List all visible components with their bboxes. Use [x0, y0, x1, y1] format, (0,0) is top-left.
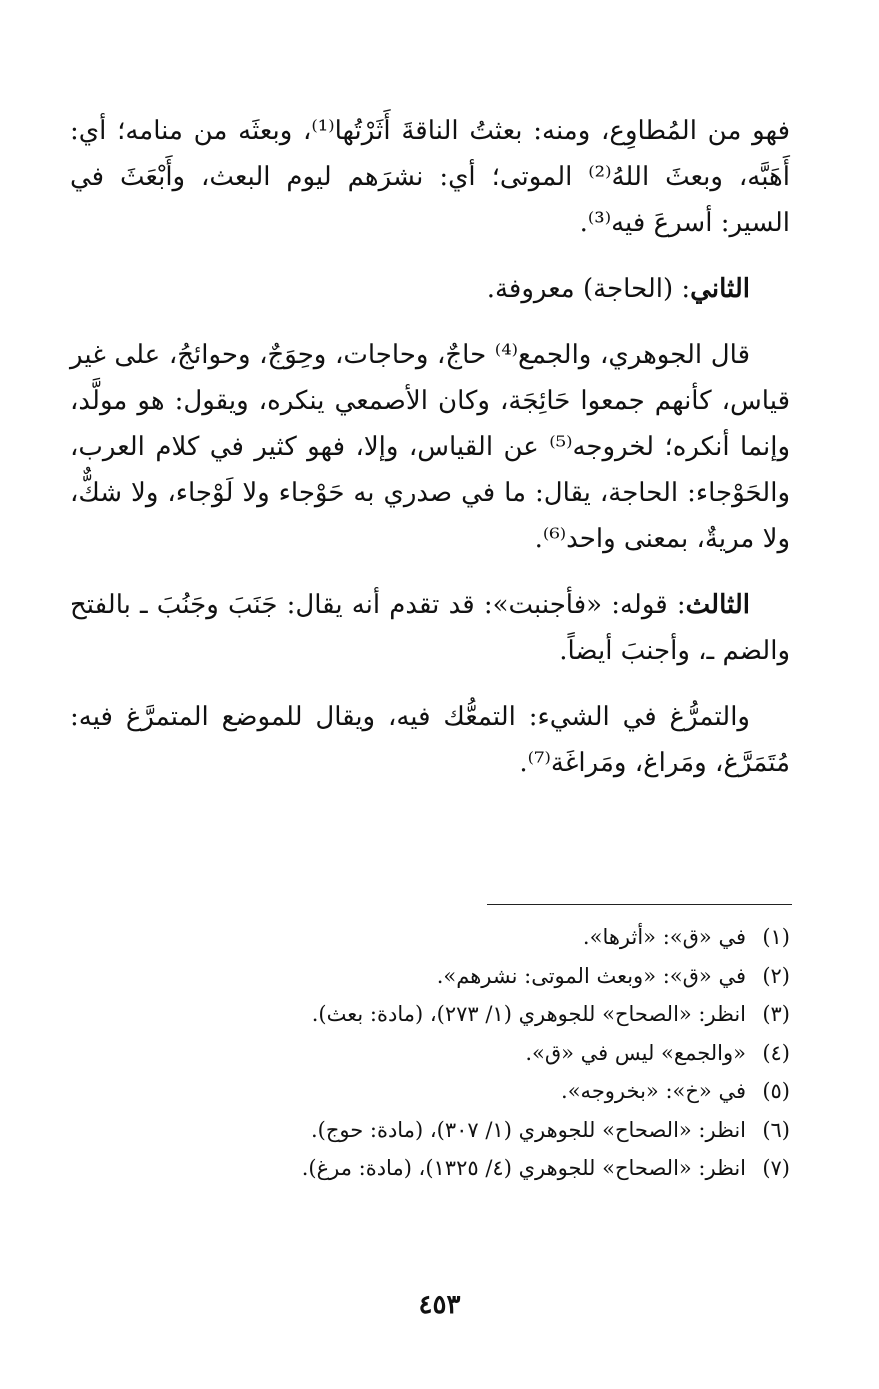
footnote-item: [200, 1149, 790, 1188]
footnote-separator: [487, 904, 792, 905]
paragraph-1: فهو من المُطاوِع، ومنه: بعثتُ الناقةَ أَثَرْتُها⁽¹⁾، وبعثَه من منامه؛ أي: أَهَبَّه، وبعثَ اللهُ⁽²⁾ الموتى؛ أي: نشرَهم ليوم البعث، وأَبْعَثَ في السير: أسرعَ فيه⁽³⁾.: [70, 116, 790, 238]
paragraph-2: [70, 266, 790, 312]
paragraph-4: [70, 582, 790, 674]
footnote-number: (١): [762, 925, 790, 949]
footnote-number: (٢): [762, 963, 790, 988]
section-lead-third: الثالث: [685, 590, 750, 620]
footnotes: [200, 918, 790, 1188]
paragraph-5: والتمرُّغ في الشيء: التمعُّك فيه، ويقال للموضع المتمرَّغ فيه: مُتَمَرَّغ، ومَراغ، ومَراغَة⁽⁷⁾.: [70, 702, 790, 778]
section-lead-second: الثاني: [690, 274, 750, 304]
footnote-number: (٣): [762, 1002, 790, 1026]
paragraph-4-text: : قوله: «فأجنبت»: قد تقدم أنه يقال: جَنَبَ وجَنُبَ ـ بالفتح والضم ـ، وأجنبَ أيضاً.: [70, 590, 790, 666]
footnote-item: [200, 957, 790, 996]
footnote-item: [200, 995, 790, 1034]
paragraph-3: قال الجوهري، والجمع⁽⁴⁾ حاجٌ، وحاجات، وحِوَجٌ، وحوائجُ، على غير قياس، كأنهم جمعوا حَائِجَة، وكان الأصمعي ينكره، ويقول: هو مولَّد، وإنما أنكره؛ لخروجه⁽⁵⁾ عن القياس، وإلا، فهو كثير في كلام العرب، والحَوْجاء: الحاجة، يقال: ما في صدري به حَوْجاء ولا لَوْجاء، ولا شكٌّ، ولا مريةٌ، بمعنى واحد⁽⁶⁾.: [70, 340, 790, 554]
footnote-item: [200, 918, 790, 957]
footnote-text: انظر: «الصحاح» للجوهري (١/ ٢٧٣)، (مادة: بعث).: [311, 1002, 746, 1026]
footnote-text: «والجمع» ليس في «ق».: [525, 1040, 746, 1065]
paragraph-2-text: : (الحاجة) معروفة.: [486, 274, 691, 304]
footnote-text: انظر: «الصحاح» للجوهري (١/ ٣٠٧)، (مادة: حوج).: [310, 1117, 746, 1142]
footnote-number: (٦): [762, 1117, 790, 1142]
footnote-text: في «ق»: «أثرها».: [582, 925, 746, 949]
footnote-text: انظر: «الصحاح» للجوهري (٤/ ١٣٢٥)، (مادة: مرغ).: [301, 1156, 746, 1180]
footnote-item: [200, 1034, 790, 1073]
footnote-item: [200, 1111, 790, 1150]
page-number: ٤٥٣: [418, 1290, 461, 1320]
main-text: [70, 108, 790, 806]
footnote-number: (٧): [762, 1156, 790, 1180]
footnote-number: (٤): [762, 1040, 790, 1065]
footnote-text: في «ق»: «وبعث الموتى: نشرهم».: [436, 963, 746, 988]
footnote-item: [200, 1072, 790, 1111]
footnote-text: في «خ»: «بخروجه».: [561, 1079, 746, 1103]
footnote-number: (٥): [762, 1079, 790, 1103]
